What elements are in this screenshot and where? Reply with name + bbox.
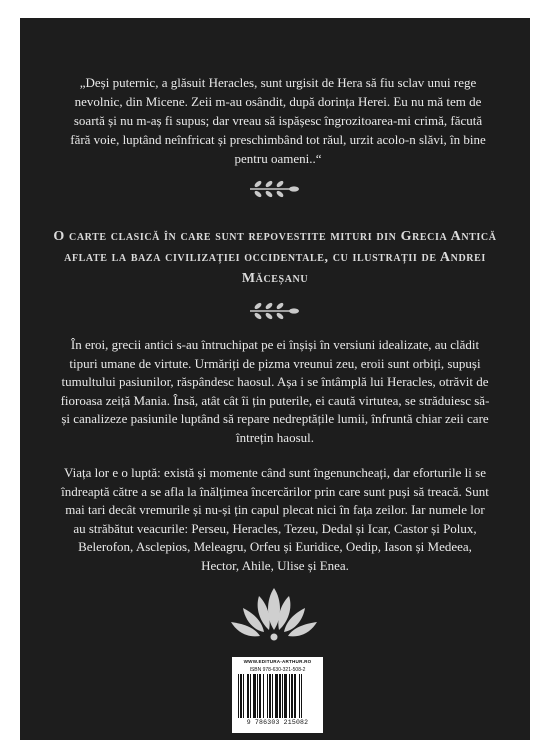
publisher-website: WWW.EDITURA-ARTHUR.RO — [243, 659, 312, 664]
body-paragraph: În eroi, grecii antici s-au întruchipat pe ei înșiși în versiuni idealizate, au clădit tipuri umane de virtute. Urmăriți de pizma vreunui zeu, eroii sunt orbiți, supuși tumultului pasiunilor, răspândesc haosul. Așa i se întâmplă lui Heracles, otrăvit de fioroasa zeiță Mania. Însă, atât cât îi țin puterile, ei caută virtutea, se străduiesc să-și canalizeze pasiunile luptând să repare nedreptățile lumii, înfruntă chiar zeii care întrețin haosul. — [60, 337, 490, 445]
barcode-digits: 9 786303 215082 — [246, 719, 309, 726]
barcode-bars — [238, 674, 317, 718]
lotus-flower-icon — [229, 586, 319, 642]
tagline: O carte clasică în care sunt repovestite mituri din Grecia Antică aflate la baza civilizației occidentale, cu ilustrații de Andrei Măceșanu — [53, 229, 497, 286]
blurb-quote: „Deși puternic, a glăsuit Heracles, sunt urgisit de Hera să fiu sclav unui rege nevolnic, din Micene. Zeii m-au osândit, după dorința Herei. Eu nu mă tem de soartă și nu m-aș fi supus; dar vreau să ispășesc îngrozitoarea-mi crimă, făcută fără voie, luptând neînfricat și preschimbând tot răul, urzit acolo-n slăvi, în bine pentru oameni..“ — [70, 75, 486, 166]
isbn-label: ISBN 978-630-321-508-2 — [249, 667, 306, 673]
body-paragraph: Viața lor e o luptă: există și momente când sunt îngenuncheați, dar eforturile li se îndreaptă către a se afla la înălțimea încercărilor prin care sunt puși să treacă. Sunt mai tari decât vremurile și nu-și țin capul plecat nici în fața zeilor. Iar numele lor au străbătut veacurile: Perseu, Heracles, Tezeu, Dedal și Icar, Castor și Polux, Belerofon, Asclepios, Meleagru, Orfeu și Euridice, Oedip, Iason și Medeea, Hector, Ahile, Ulise și Enea. — [61, 465, 489, 573]
back-cover — [20, 18, 530, 740]
leaf-branch-icon — [244, 178, 304, 200]
leaf-branch-icon — [244, 300, 304, 322]
barcode — [232, 657, 323, 733]
